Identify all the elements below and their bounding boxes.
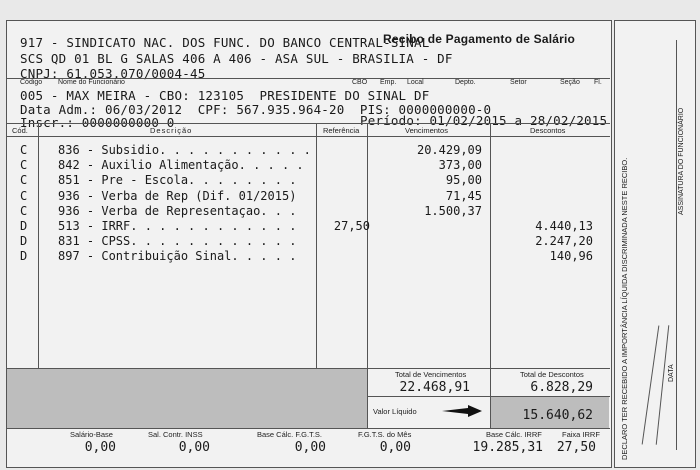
document-title: Recibo de Pagamento de Salário xyxy=(383,32,576,46)
divider xyxy=(6,428,610,429)
item-type: D xyxy=(20,234,28,249)
item-type: D xyxy=(20,219,28,233)
label-total-vencimentos: Total de Vencimentos xyxy=(395,370,467,379)
label-fgts-base: Base Cálc. F.G.T.S. xyxy=(257,430,323,439)
signature-label: ASSINATURA DO FUNCIONÁRIO xyxy=(678,107,685,215)
signature-line xyxy=(676,40,677,450)
label-cbo: CBO xyxy=(352,79,368,86)
col-descontos: Descontos xyxy=(530,126,566,135)
item-description: 936 - Verba de Rep (Dif. 01/2015) xyxy=(58,188,297,203)
col-vencimentos: Vencimentos xyxy=(405,126,448,135)
item-description: 851 - Pre - Escola. . . . . . . . xyxy=(58,173,297,188)
item-reference: 27,50 xyxy=(333,219,370,233)
label-secao: Seção xyxy=(560,79,580,86)
label-nome: Nome do Funcionário xyxy=(58,79,125,86)
item-vencimento: 71,45 xyxy=(445,188,482,203)
grid-line xyxy=(316,123,317,368)
item-vencimento: 373,00 xyxy=(438,158,482,173)
base-calc-fgts: 0,00 xyxy=(294,440,326,455)
label-setor: Setor xyxy=(510,79,527,86)
sal-contr-inss: 0,00 xyxy=(178,440,210,455)
salario-base: 0,00 xyxy=(84,440,116,455)
fgts-mes: 0,00 xyxy=(379,440,411,455)
col-descricao: Descrição xyxy=(150,126,193,135)
label-inss: Sal. Contr. INSS xyxy=(148,430,203,439)
item-description: 842 - Auxilio Alimentação. . . . . xyxy=(58,158,304,173)
label-depto: Depto. xyxy=(455,79,476,86)
divider xyxy=(6,136,610,137)
base-calc-irrf: 19.285,31 xyxy=(472,440,543,455)
company-cnpj: CNPJ: 61.053.070/0004-45 xyxy=(20,66,206,81)
item-description: 831 - CPSS. . . . . . . . . . . . xyxy=(58,234,297,249)
grid-line xyxy=(490,123,491,428)
item-type: C xyxy=(20,158,28,173)
company-name: 917 - SINDICATO NAC. DOS FUNC. DO BANCO CENTRAL-SINAL xyxy=(20,35,430,50)
item-type: C xyxy=(20,188,28,203)
item-vencimento: 20.429,09 xyxy=(416,143,482,157)
item-desconto: 140,96 xyxy=(549,249,593,264)
label-base-irrf: Base Cálc. IRRF xyxy=(486,430,542,439)
total-vencimentos: 22.468,91 xyxy=(399,380,470,395)
employee-name: 005 - MAX MEIRA - CBO: 123105 PRESIDENTE DO SINAL DF xyxy=(20,88,430,103)
label-local: Local xyxy=(407,79,424,86)
item-description: 897 - Contribuição Sinal. . . . . xyxy=(58,249,297,264)
arrow-right-icon xyxy=(440,405,484,417)
declaration-text: DECLARO TER RECEBIDO A IMPORTÂNCIA LÍQUIDA DISCRIMINADA NESTE RECIBO. xyxy=(620,157,629,460)
label-salario-base: Salário-Base xyxy=(70,430,113,439)
label-total-descontos: Total de Descontos xyxy=(520,370,584,379)
label-fgts-mes: F.G.T.S. do Mês xyxy=(358,430,412,439)
item-type: D xyxy=(20,249,28,264)
item-desconto: 2.247,20 xyxy=(535,234,593,249)
period: Período: 01/02/2015 a 28/02/2015 xyxy=(360,113,608,128)
employee-inscr: Inscr.: 0000000000-0 xyxy=(20,115,175,130)
item-type: C xyxy=(20,203,28,218)
item-type: C xyxy=(20,173,28,188)
valor-liquido: 15.640,62 xyxy=(522,408,593,423)
shaded-panel xyxy=(7,368,367,428)
label-emp: Emp. xyxy=(380,79,397,86)
faixa-irrf: 27,50 xyxy=(556,440,596,455)
date-label: DATA xyxy=(668,364,675,382)
label-fl: Fl. xyxy=(594,79,602,86)
item-vencimento: 95,00 xyxy=(445,173,482,188)
divider xyxy=(6,123,610,124)
item-description: 513 - IRRF. . . . . . . . . . . . xyxy=(58,219,297,233)
grid-line xyxy=(38,123,39,368)
total-descontos: 6.828,29 xyxy=(530,380,593,395)
company-address: SCS QD 01 BL G SALAS 406 A 406 - ASA SUL - BRASILIA - DF xyxy=(20,51,453,66)
label-valor-liquido: Valor Líquido xyxy=(373,407,417,416)
grid-line xyxy=(367,123,368,428)
label-faixa-irrf: Faixa IRRF xyxy=(562,430,600,439)
item-description: 936 - Verba de Representaçao. . . xyxy=(58,203,297,218)
divider xyxy=(6,368,610,369)
item-type: C xyxy=(20,143,28,157)
col-cod: Cód. xyxy=(12,126,28,135)
item-description: 836 - Subsidio. . . . . . . . . . . xyxy=(58,143,311,157)
employee-details: Data Adm.: 06/03/2012 CPF: 567.935.964-20 PIS: 0000000000-0 xyxy=(20,102,492,117)
col-referencia: Referência xyxy=(323,126,360,135)
item-vencimento: 1.500,37 xyxy=(424,203,482,218)
label-codigo: Código xyxy=(20,79,43,86)
item-desconto: 4.440,13 xyxy=(535,219,593,233)
